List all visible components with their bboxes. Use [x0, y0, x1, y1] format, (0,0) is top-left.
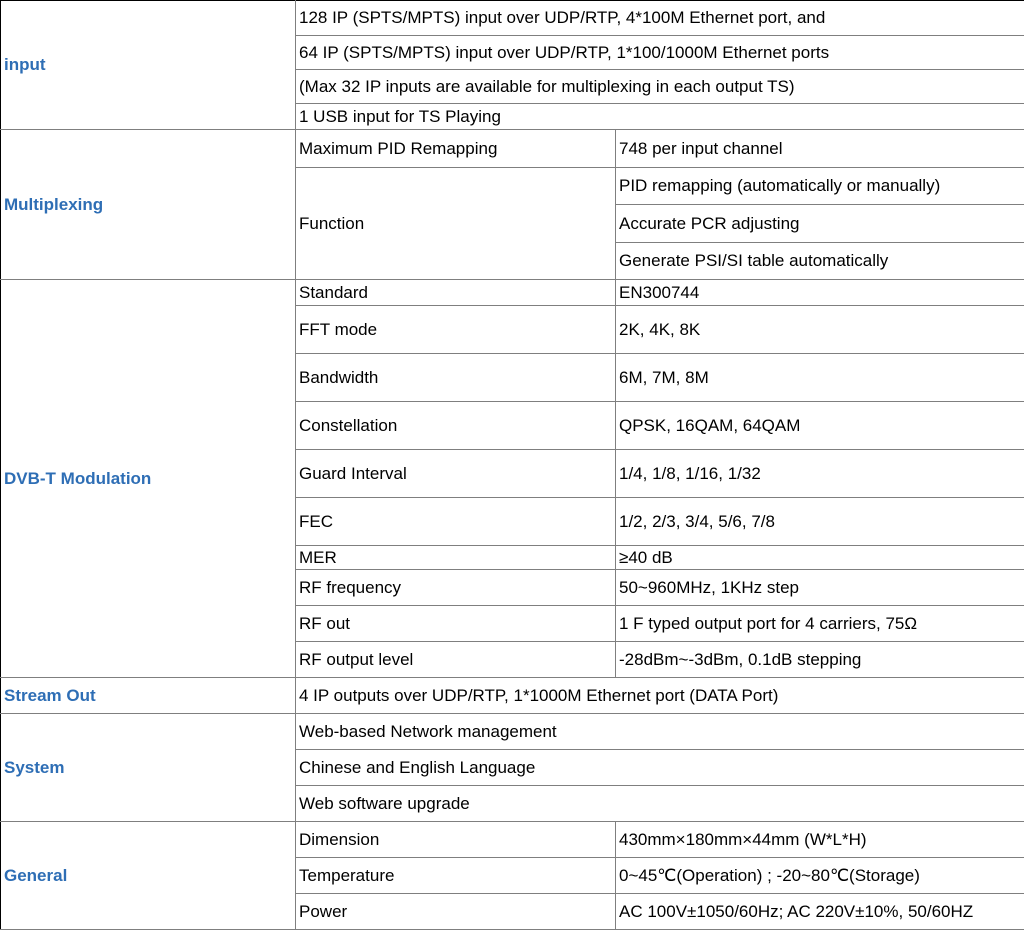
spec-name: Bandwidth: [296, 354, 616, 402]
system-spec-text: Web-based Network management: [296, 714, 1024, 750]
table-row: [1, 678, 1024, 714]
section-label-dvbt: DVB-T Modulation: [1, 280, 296, 678]
spec-name: RF out: [296, 606, 616, 642]
spec-value: PID remapping (automatically or manually): [616, 168, 1024, 205]
spec-value: EN300744: [616, 280, 1024, 306]
spec-value: AC 100V±1050/60Hz; AC 220V±10%, 50/60HZ: [616, 894, 1024, 930]
spec-value: 748 per input channel: [616, 130, 1024, 168]
system-spec-text: Chinese and English Language: [296, 750, 1024, 786]
spec-name: Power: [296, 894, 616, 930]
spec-value: ≥40 dB: [616, 546, 1024, 570]
spec-name: Temperature: [296, 858, 616, 894]
section-label-multiplexing: Multiplexing: [1, 130, 296, 280]
spec-name: Guard Interval: [296, 450, 616, 498]
table-row: [1, 280, 1024, 306]
table-row: [1, 1, 1024, 36]
section-label-input: input: [1, 1, 296, 130]
spec-value: 2K, 4K, 8K: [616, 306, 1024, 354]
spec-name: FEC: [296, 498, 616, 546]
spec-name: Dimension: [296, 822, 616, 858]
table-row: [1, 822, 1024, 858]
section-label-stream-out: Stream Out: [1, 678, 296, 714]
spec-name: RF output level: [296, 642, 616, 678]
spec-value: 0~45℃(Operation) ; -20~80℃(Storage): [616, 858, 1024, 894]
spec-value: Generate PSI/SI table automatically: [616, 243, 1024, 280]
stream-out-value: 4 IP outputs over UDP/RTP, 1*1000M Ethernet port (DATA Port): [296, 678, 1024, 714]
spec-name: Standard: [296, 280, 616, 306]
spec-name: Function: [296, 168, 616, 280]
spec-value: -28dBm~-3dBm, 0.1dB stepping: [616, 642, 1024, 678]
system-spec-text: Web software upgrade: [296, 786, 1024, 822]
spec-name: FFT mode: [296, 306, 616, 354]
section-label-system: System: [1, 714, 296, 822]
input-spec-text: (Max 32 IP inputs are available for multiplexing in each output TS): [296, 70, 1024, 104]
spec-value: 1 F typed output port for 4 carriers, 75Ω: [616, 606, 1024, 642]
input-spec-text: 128 IP (SPTS/MPTS) input over UDP/RTP, 4*100M Ethernet port, and: [296, 1, 1024, 36]
spec-name: MER: [296, 546, 616, 570]
spec-name: Constellation: [296, 402, 616, 450]
spec-value: Accurate PCR adjusting: [616, 205, 1024, 243]
input-spec-text: 1 USB input for TS Playing: [296, 104, 1024, 130]
spec-value: 6M, 7M, 8M: [616, 354, 1024, 402]
table-row: [1, 130, 1024, 168]
spec-value: 1/4, 1/8, 1/16, 1/32: [616, 450, 1024, 498]
spec-value: 50~960MHz, 1KHz step: [616, 570, 1024, 606]
input-spec-text: 64 IP (SPTS/MPTS) input over UDP/RTP, 1*100/1000M Ethernet ports: [296, 36, 1024, 70]
spec-value: QPSK, 16QAM, 64QAM: [616, 402, 1024, 450]
spec-value: 430mm×180mm×44mm (W*L*H): [616, 822, 1024, 858]
spec-name: Maximum PID Remapping: [296, 130, 616, 168]
spec-value: 1/2, 2/3, 3/4, 5/6, 7/8: [616, 498, 1024, 546]
spec-name: RF frequency: [296, 570, 616, 606]
table-row: [1, 714, 1024, 750]
section-label-general: General: [1, 822, 296, 930]
